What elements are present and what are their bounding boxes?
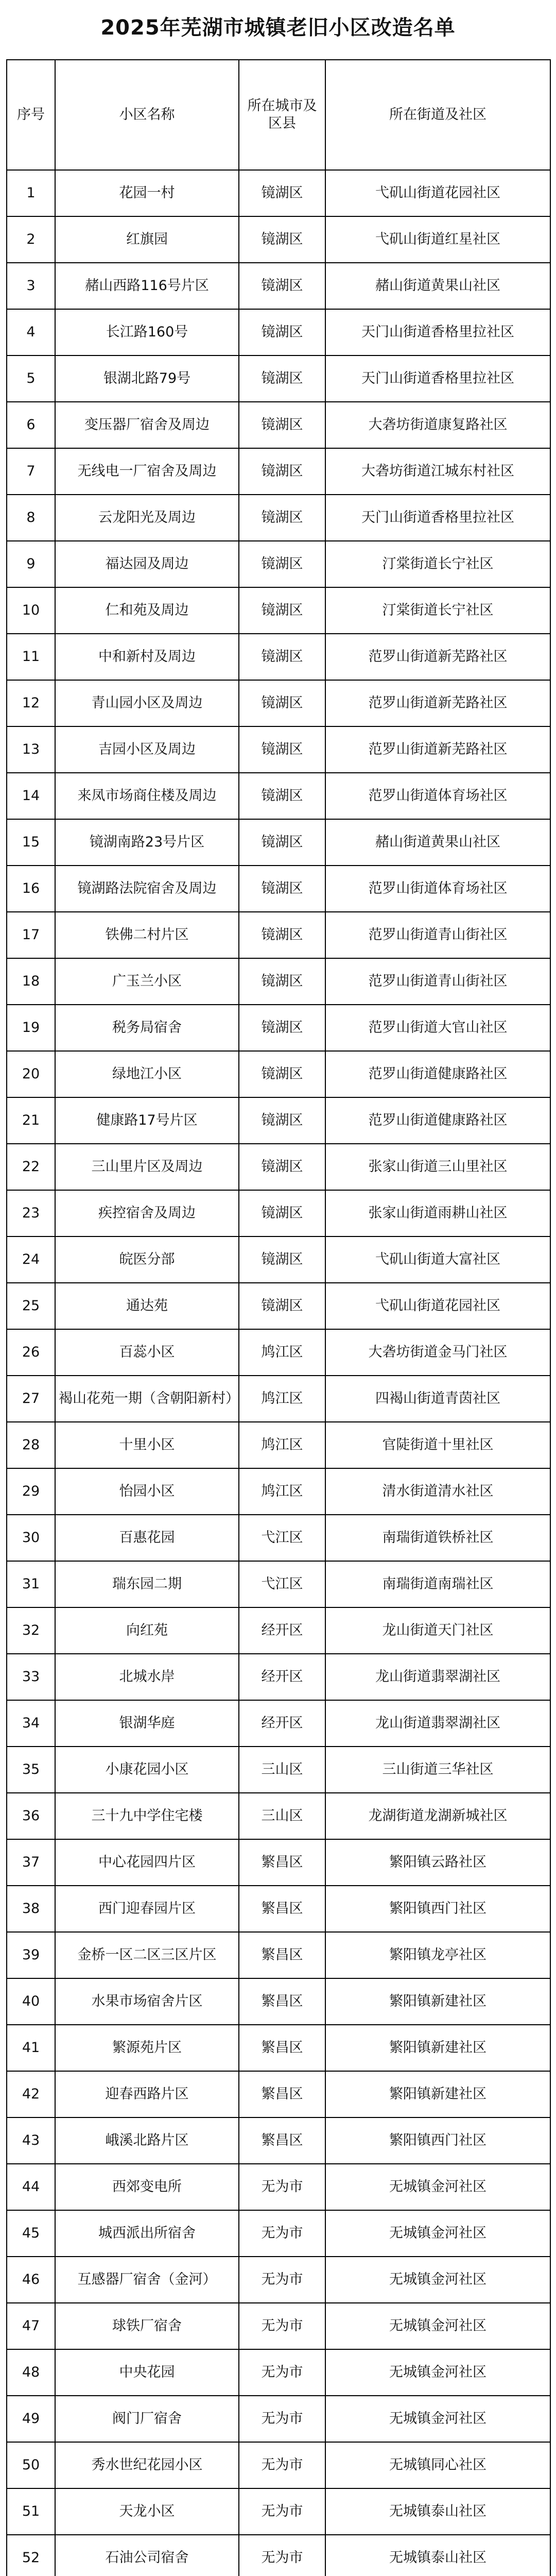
cell-serial-number: 10 bbox=[7, 587, 55, 634]
table-row bbox=[7, 1700, 550, 1747]
cell-community-name: 福达园及周边 bbox=[55, 541, 239, 587]
table-row bbox=[7, 2349, 550, 2396]
cell-city-district: 镜湖区 bbox=[239, 912, 325, 958]
cell-street-community: 范罗山街道新芜路社区 bbox=[325, 680, 550, 726]
table-row bbox=[7, 1886, 550, 1932]
cell-city-district: 三山区 bbox=[239, 1747, 325, 1793]
cell-street-community: 无城镇金河社区 bbox=[325, 2349, 550, 2396]
cell-community-name: 小康花园小区 bbox=[55, 1747, 239, 1793]
header-row bbox=[7, 60, 550, 170]
table-row bbox=[7, 866, 550, 912]
cell-city-district: 鸠江区 bbox=[239, 1329, 325, 1376]
cell-city-district: 镜湖区 bbox=[239, 1097, 325, 1144]
cell-community-name: 西郊变电所 bbox=[55, 2164, 239, 2210]
table-row bbox=[7, 2025, 550, 2071]
cell-community-name: 怡园小区 bbox=[55, 1468, 239, 1515]
cell-serial-number: 20 bbox=[7, 1051, 55, 1097]
cell-community-name: 三山里片区及周边 bbox=[55, 1144, 239, 1190]
cell-street-community: 范罗山街道青山街社区 bbox=[325, 912, 550, 958]
cell-street-community: 天门山街道香格里拉社区 bbox=[325, 495, 550, 541]
table-row bbox=[7, 680, 550, 726]
cell-street-community: 张家山街道雨耕山社区 bbox=[325, 1190, 550, 1236]
table-row bbox=[7, 2303, 550, 2349]
cell-serial-number: 33 bbox=[7, 1654, 55, 1700]
table-row bbox=[7, 1793, 550, 1839]
cell-community-name: 赭山西路116号片区 bbox=[55, 263, 239, 309]
cell-serial-number: 39 bbox=[7, 1932, 55, 1978]
cell-city-district: 无为市 bbox=[239, 2257, 325, 2303]
table-row bbox=[7, 216, 550, 263]
cell-serial-number: 35 bbox=[7, 1747, 55, 1793]
cell-street-community: 繁阳镇西门社区 bbox=[325, 1886, 550, 1932]
cell-street-community: 天门山街道香格里拉社区 bbox=[325, 309, 550, 355]
table-row bbox=[7, 402, 550, 448]
cell-community-name: 金桥一区二区三区片区 bbox=[55, 1932, 239, 1978]
cell-serial-number: 13 bbox=[7, 726, 55, 773]
cell-street-community: 弋矶山街道大富社区 bbox=[325, 1236, 550, 1283]
cell-city-district: 鸠江区 bbox=[239, 1422, 325, 1468]
cell-city-district: 镜湖区 bbox=[239, 1283, 325, 1329]
cell-city-district: 繁昌区 bbox=[239, 1839, 325, 1886]
cell-street-community: 范罗山街道健康路社区 bbox=[325, 1097, 550, 1144]
cell-community-name: 三十九中学住宅楼 bbox=[55, 1793, 239, 1839]
cell-serial-number: 36 bbox=[7, 1793, 55, 1839]
cell-street-community: 繁阳镇新建社区 bbox=[325, 2071, 550, 2117]
cell-street-community: 大砻坊街道金马门社区 bbox=[325, 1329, 550, 1376]
cell-serial-number: 47 bbox=[7, 2303, 55, 2349]
cell-street-community: 清水街道清水社区 bbox=[325, 1468, 550, 1515]
cell-community-name: 石油公司宿舍 bbox=[55, 2535, 239, 2576]
cell-street-community: 弋矶山街道花园社区 bbox=[325, 1283, 550, 1329]
table-row bbox=[7, 1747, 550, 1793]
cell-community-name: 城西派出所宿舍 bbox=[55, 2210, 239, 2257]
cell-community-name: 疾控宿舍及周边 bbox=[55, 1190, 239, 1236]
cell-community-name: 铁佛二村片区 bbox=[55, 912, 239, 958]
cell-city-district: 镜湖区 bbox=[239, 402, 325, 448]
cell-street-community: 无城镇同心社区 bbox=[325, 2442, 550, 2488]
table-row bbox=[7, 2396, 550, 2442]
cell-serial-number: 19 bbox=[7, 1005, 55, 1051]
cell-serial-number: 22 bbox=[7, 1144, 55, 1190]
cell-community-name: 中央花园 bbox=[55, 2349, 239, 2396]
cell-serial-number: 32 bbox=[7, 1607, 55, 1654]
cell-street-community: 赭山街道黄果山社区 bbox=[325, 263, 550, 309]
header-community-name: 小区名称 bbox=[55, 60, 239, 170]
cell-street-community: 繁阳镇云路社区 bbox=[325, 1839, 550, 1886]
cell-city-district: 经开区 bbox=[239, 1607, 325, 1654]
cell-street-community: 无城镇金河社区 bbox=[325, 2210, 550, 2257]
cell-street-community: 范罗山街道体育场社区 bbox=[325, 773, 550, 819]
cell-community-name: 广玉兰小区 bbox=[55, 958, 239, 1005]
cell-serial-number: 42 bbox=[7, 2071, 55, 2117]
table-row bbox=[7, 958, 550, 1005]
cell-serial-number: 9 bbox=[7, 541, 55, 587]
table-row bbox=[7, 170, 550, 216]
table-header bbox=[7, 60, 550, 170]
cell-serial-number: 26 bbox=[7, 1329, 55, 1376]
cell-street-community: 大砻坊街道江城东村社区 bbox=[325, 448, 550, 495]
cell-serial-number: 16 bbox=[7, 866, 55, 912]
cell-city-district: 繁昌区 bbox=[239, 1978, 325, 2025]
table-row bbox=[7, 2164, 550, 2210]
cell-community-name: 青山园小区及周边 bbox=[55, 680, 239, 726]
table-row bbox=[7, 309, 550, 355]
cell-community-name: 互感器厂宿舍（金河） bbox=[55, 2257, 239, 2303]
cell-community-name: 长江路160号 bbox=[55, 309, 239, 355]
cell-community-name: 云龙阳光及周边 bbox=[55, 495, 239, 541]
cell-city-district: 无为市 bbox=[239, 2442, 325, 2488]
cell-serial-number: 43 bbox=[7, 2117, 55, 2164]
table-row bbox=[7, 1654, 550, 1700]
cell-street-community: 天门山街道香格里拉社区 bbox=[325, 355, 550, 402]
cell-city-district: 经开区 bbox=[239, 1654, 325, 1700]
table-row bbox=[7, 1515, 550, 1561]
cell-city-district: 三山区 bbox=[239, 1793, 325, 1839]
cell-community-name: 百蕊小区 bbox=[55, 1329, 239, 1376]
cell-serial-number: 15 bbox=[7, 819, 55, 866]
cell-serial-number: 11 bbox=[7, 634, 55, 680]
table-row bbox=[7, 1283, 550, 1329]
cell-community-name: 变压器厂宿舍及周边 bbox=[55, 402, 239, 448]
cell-street-community: 繁阳镇新建社区 bbox=[325, 2025, 550, 2071]
cell-community-name: 镜湖路法院宿舍及周边 bbox=[55, 866, 239, 912]
table-row bbox=[7, 1329, 550, 1376]
cell-serial-number: 24 bbox=[7, 1236, 55, 1283]
cell-city-district: 镜湖区 bbox=[239, 726, 325, 773]
cell-community-name: 北城水岸 bbox=[55, 1654, 239, 1700]
cell-city-district: 镜湖区 bbox=[239, 634, 325, 680]
table-row bbox=[7, 1422, 550, 1468]
cell-community-name: 秀水世纪花园小区 bbox=[55, 2442, 239, 2488]
cell-street-community: 四褐山街道青茵社区 bbox=[325, 1376, 550, 1422]
cell-serial-number: 21 bbox=[7, 1097, 55, 1144]
table-row bbox=[7, 2442, 550, 2488]
cell-community-name: 镜湖南路23号片区 bbox=[55, 819, 239, 866]
cell-street-community: 范罗山街道新芜路社区 bbox=[325, 634, 550, 680]
cell-street-community: 南瑞街道铁桥社区 bbox=[325, 1515, 550, 1561]
cell-city-district: 无为市 bbox=[239, 2396, 325, 2442]
cell-serial-number: 46 bbox=[7, 2257, 55, 2303]
cell-community-name: 百惠花园 bbox=[55, 1515, 239, 1561]
cell-street-community: 无城镇金河社区 bbox=[325, 2396, 550, 2442]
cell-community-name: 红旗园 bbox=[55, 216, 239, 263]
cell-serial-number: 23 bbox=[7, 1190, 55, 1236]
cell-community-name: 银湖北路79号 bbox=[55, 355, 239, 402]
table-row bbox=[7, 1376, 550, 1422]
cell-community-name: 吉园小区及周边 bbox=[55, 726, 239, 773]
cell-city-district: 繁昌区 bbox=[239, 1932, 325, 1978]
cell-community-name: 银湖华庭 bbox=[55, 1700, 239, 1747]
cell-street-community: 无城镇泰山社区 bbox=[325, 2535, 550, 2576]
cell-city-district: 镜湖区 bbox=[239, 587, 325, 634]
cell-street-community: 范罗山街道健康路社区 bbox=[325, 1051, 550, 1097]
cell-community-name: 天龙小区 bbox=[55, 2488, 239, 2535]
cell-serial-number: 48 bbox=[7, 2349, 55, 2396]
cell-street-community: 三山街道三华社区 bbox=[325, 1747, 550, 1793]
table-row bbox=[7, 1051, 550, 1097]
table-row bbox=[7, 912, 550, 958]
table-row bbox=[7, 1005, 550, 1051]
cell-city-district: 镜湖区 bbox=[239, 309, 325, 355]
cell-serial-number: 44 bbox=[7, 2164, 55, 2210]
cell-city-district: 繁昌区 bbox=[239, 2071, 325, 2117]
cell-serial-number: 38 bbox=[7, 1886, 55, 1932]
cell-city-district: 无为市 bbox=[239, 2210, 325, 2257]
cell-street-community: 无城镇泰山社区 bbox=[325, 2488, 550, 2535]
renovation-list-table bbox=[6, 59, 551, 2576]
cell-city-district: 镜湖区 bbox=[239, 1051, 325, 1097]
cell-serial-number: 14 bbox=[7, 773, 55, 819]
cell-serial-number: 34 bbox=[7, 1700, 55, 1747]
cell-community-name: 西门迎春园片区 bbox=[55, 1886, 239, 1932]
cell-community-name: 健康路17号片区 bbox=[55, 1097, 239, 1144]
cell-street-community: 官陡街道十里社区 bbox=[325, 1422, 550, 1468]
cell-community-name: 繁源苑片区 bbox=[55, 2025, 239, 2071]
cell-serial-number: 52 bbox=[7, 2535, 55, 2576]
cell-serial-number: 18 bbox=[7, 958, 55, 1005]
cell-community-name: 税务局宿舍 bbox=[55, 1005, 239, 1051]
table-body bbox=[7, 170, 550, 2576]
table-row bbox=[7, 1839, 550, 1886]
cell-street-community: 大砻坊街道康复路社区 bbox=[325, 402, 550, 448]
table-row bbox=[7, 2488, 550, 2535]
cell-serial-number: 45 bbox=[7, 2210, 55, 2257]
table-row bbox=[7, 2210, 550, 2257]
cell-serial-number: 40 bbox=[7, 1978, 55, 2025]
cell-city-district: 繁昌区 bbox=[239, 2117, 325, 2164]
cell-city-district: 镜湖区 bbox=[239, 355, 325, 402]
cell-city-district: 镜湖区 bbox=[239, 680, 325, 726]
cell-city-district: 无为市 bbox=[239, 2303, 325, 2349]
cell-community-name: 中心花园四片区 bbox=[55, 1839, 239, 1886]
cell-city-district: 鸠江区 bbox=[239, 1376, 325, 1422]
cell-community-name: 来凤市场商住楼及周边 bbox=[55, 773, 239, 819]
cell-community-name: 迎春西路片区 bbox=[55, 2071, 239, 2117]
cell-city-district: 鸠江区 bbox=[239, 1468, 325, 1515]
table-row bbox=[7, 355, 550, 402]
cell-city-district: 镜湖区 bbox=[239, 216, 325, 263]
cell-city-district: 镜湖区 bbox=[239, 541, 325, 587]
table-row bbox=[7, 1978, 550, 2025]
table-row bbox=[7, 495, 550, 541]
document-title: 2025年芜湖市城镇老旧小区改造名单 bbox=[100, 15, 456, 40]
cell-community-name: 球铁厂宿舍 bbox=[55, 2303, 239, 2349]
cell-street-community: 赭山街道黄果山社区 bbox=[325, 819, 550, 866]
cell-serial-number: 12 bbox=[7, 680, 55, 726]
table-row bbox=[7, 541, 550, 587]
cell-street-community: 汀棠街道长宁社区 bbox=[325, 541, 550, 587]
cell-serial-number: 8 bbox=[7, 495, 55, 541]
cell-serial-number: 17 bbox=[7, 912, 55, 958]
table-row bbox=[7, 1144, 550, 1190]
cell-street-community: 张家山街道三山里社区 bbox=[325, 1144, 550, 1190]
cell-serial-number: 5 bbox=[7, 355, 55, 402]
table-row bbox=[7, 1236, 550, 1283]
table-row bbox=[7, 1097, 550, 1144]
cell-serial-number: 25 bbox=[7, 1283, 55, 1329]
cell-city-district: 弋江区 bbox=[239, 1561, 325, 1607]
cell-community-name: 仁和苑及周边 bbox=[55, 587, 239, 634]
cell-community-name: 向红苑 bbox=[55, 1607, 239, 1654]
cell-city-district: 无为市 bbox=[239, 2535, 325, 2576]
table-row bbox=[7, 263, 550, 309]
cell-street-community: 龙山街道翡翠湖社区 bbox=[325, 1700, 550, 1747]
cell-community-name: 水果市场宿舍片区 bbox=[55, 1978, 239, 2025]
cell-community-name: 瑞东园二期 bbox=[55, 1561, 239, 1607]
cell-community-name: 峨溪北路片区 bbox=[55, 2117, 239, 2164]
table-row bbox=[7, 773, 550, 819]
header-serial-number: 序号 bbox=[7, 60, 55, 170]
cell-city-district: 繁昌区 bbox=[239, 1886, 325, 1932]
cell-street-community: 繁阳镇新建社区 bbox=[325, 1978, 550, 2025]
cell-street-community: 龙山街道天门社区 bbox=[325, 1607, 550, 1654]
table-row bbox=[7, 2535, 550, 2576]
cell-community-name: 十里小区 bbox=[55, 1422, 239, 1468]
table-row bbox=[7, 1607, 550, 1654]
cell-serial-number: 2 bbox=[7, 216, 55, 263]
cell-street-community: 龙山街道翡翠湖社区 bbox=[325, 1654, 550, 1700]
cell-serial-number: 1 bbox=[7, 170, 55, 216]
cell-city-district: 无为市 bbox=[239, 2349, 325, 2396]
cell-community-name: 花园一村 bbox=[55, 170, 239, 216]
table-row bbox=[7, 1468, 550, 1515]
cell-street-community: 范罗山街道大官山社区 bbox=[325, 1005, 550, 1051]
cell-community-name: 阀门厂宿舍 bbox=[55, 2396, 239, 2442]
cell-city-district: 经开区 bbox=[239, 1700, 325, 1747]
cell-community-name: 褐山花苑一期（含朝阳新村） bbox=[55, 1376, 239, 1422]
cell-serial-number: 28 bbox=[7, 1422, 55, 1468]
cell-street-community: 范罗山街道体育场社区 bbox=[325, 866, 550, 912]
cell-street-community: 汀棠街道长宁社区 bbox=[325, 587, 550, 634]
cell-city-district: 镜湖区 bbox=[239, 448, 325, 495]
cell-city-district: 镜湖区 bbox=[239, 170, 325, 216]
cell-serial-number: 6 bbox=[7, 402, 55, 448]
cell-serial-number: 29 bbox=[7, 1468, 55, 1515]
cell-city-district: 镜湖区 bbox=[239, 819, 325, 866]
cell-serial-number: 31 bbox=[7, 1561, 55, 1607]
table-row bbox=[7, 2071, 550, 2117]
cell-serial-number: 37 bbox=[7, 1839, 55, 1886]
cell-street-community: 无城镇金河社区 bbox=[325, 2164, 550, 2210]
cell-city-district: 镜湖区 bbox=[239, 495, 325, 541]
cell-street-community: 龙湖街道龙湖新城社区 bbox=[325, 1793, 550, 1839]
cell-street-community: 繁阳镇龙亭社区 bbox=[325, 1932, 550, 1978]
header-street-community: 所在街道及社区 bbox=[325, 60, 550, 170]
cell-city-district: 镜湖区 bbox=[239, 773, 325, 819]
cell-city-district: 镜湖区 bbox=[239, 1236, 325, 1283]
cell-street-community: 南瑞街道南瑞社区 bbox=[325, 1561, 550, 1607]
cell-street-community: 弋矶山街道红星社区 bbox=[325, 216, 550, 263]
table-row bbox=[7, 448, 550, 495]
cell-city-district: 无为市 bbox=[239, 2488, 325, 2535]
cell-city-district: 镜湖区 bbox=[239, 958, 325, 1005]
cell-serial-number: 50 bbox=[7, 2442, 55, 2488]
cell-serial-number: 51 bbox=[7, 2488, 55, 2535]
cell-street-community: 范罗山街道青山街社区 bbox=[325, 958, 550, 1005]
cell-street-community: 无城镇金河社区 bbox=[325, 2303, 550, 2349]
cell-city-district: 镜湖区 bbox=[239, 866, 325, 912]
table-row bbox=[7, 1190, 550, 1236]
cell-serial-number: 3 bbox=[7, 263, 55, 309]
cell-community-name: 中和新村及周边 bbox=[55, 634, 239, 680]
cell-community-name: 无线电一厂宿舍及周边 bbox=[55, 448, 239, 495]
cell-serial-number: 30 bbox=[7, 1515, 55, 1561]
cell-city-district: 镜湖区 bbox=[239, 1190, 325, 1236]
cell-city-district: 镜湖区 bbox=[239, 263, 325, 309]
table-row bbox=[7, 634, 550, 680]
header-city-district: 所在城市及区县 bbox=[239, 60, 325, 170]
table-row bbox=[7, 819, 550, 866]
cell-community-name: 绿地江小区 bbox=[55, 1051, 239, 1097]
table-row bbox=[7, 2257, 550, 2303]
table-row bbox=[7, 726, 550, 773]
table-row bbox=[7, 1932, 550, 1978]
cell-city-district: 繁昌区 bbox=[239, 2025, 325, 2071]
cell-serial-number: 41 bbox=[7, 2025, 55, 2071]
cell-community-name: 通达苑 bbox=[55, 1283, 239, 1329]
cell-street-community: 无城镇金河社区 bbox=[325, 2257, 550, 2303]
table-row bbox=[7, 1561, 550, 1607]
cell-city-district: 镜湖区 bbox=[239, 1005, 325, 1051]
cell-serial-number: 4 bbox=[7, 309, 55, 355]
cell-serial-number: 27 bbox=[7, 1376, 55, 1422]
cell-city-district: 弋江区 bbox=[239, 1515, 325, 1561]
cell-street-community: 繁阳镇西门社区 bbox=[325, 2117, 550, 2164]
cell-community-name: 皖医分部 bbox=[55, 1236, 239, 1283]
table-row bbox=[7, 587, 550, 634]
cell-street-community: 弋矶山街道花园社区 bbox=[325, 170, 550, 216]
cell-street-community: 范罗山街道新芜路社区 bbox=[325, 726, 550, 773]
table-row bbox=[7, 2117, 550, 2164]
cell-serial-number: 49 bbox=[7, 2396, 55, 2442]
cell-serial-number: 7 bbox=[7, 448, 55, 495]
cell-city-district: 无为市 bbox=[239, 2164, 325, 2210]
cell-city-district: 镜湖区 bbox=[239, 1144, 325, 1190]
